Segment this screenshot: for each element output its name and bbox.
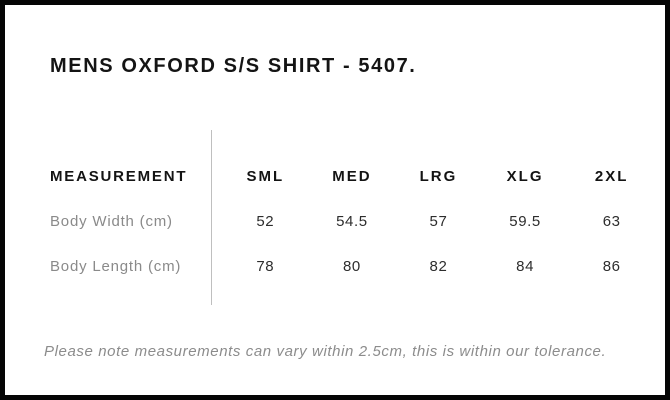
product-title: MENS OXFORD S/S SHIRT - 5407. — [50, 55, 417, 77]
body-length-2xl: 86 — [602, 257, 621, 275]
tolerance-footnote: Please note measurements can vary within 2.5cm, this is within our tolerance. — [44, 343, 607, 360]
size-header-xlg: XLG — [506, 167, 544, 185]
measurement-column-header: MEASUREMENT — [50, 167, 188, 185]
row-label-body-length: Body Length (cm) — [50, 257, 182, 275]
body-width-lrg: 57 — [429, 212, 448, 230]
row-label-body-width: Body Width (cm) — [50, 212, 173, 230]
size-header-lrg: LRG — [419, 167, 458, 185]
body-length-med: 80 — [342, 257, 361, 275]
size-header-cells — [212, 168, 665, 185]
body-width-xlg: 59.5 — [509, 212, 541, 230]
table-row-body-width — [5, 212, 665, 230]
size-header-2xl: 2XL — [594, 167, 629, 185]
size-header-med: MED — [332, 167, 372, 185]
table-row-body-length — [5, 257, 665, 275]
body-length-lrg: 82 — [429, 257, 448, 275]
body-width-2xl: 63 — [602, 212, 621, 230]
body-length-sml: 78 — [256, 257, 275, 275]
body-width-sml: 52 — [256, 212, 275, 230]
size-header-sml: SML — [246, 167, 285, 185]
body-length-value-cells — [212, 258, 665, 275]
table-header-row — [5, 167, 665, 185]
body-width-value-cells — [212, 213, 665, 230]
body-width-med: 54.5 — [336, 212, 368, 230]
body-length-xlg: 84 — [516, 257, 535, 275]
